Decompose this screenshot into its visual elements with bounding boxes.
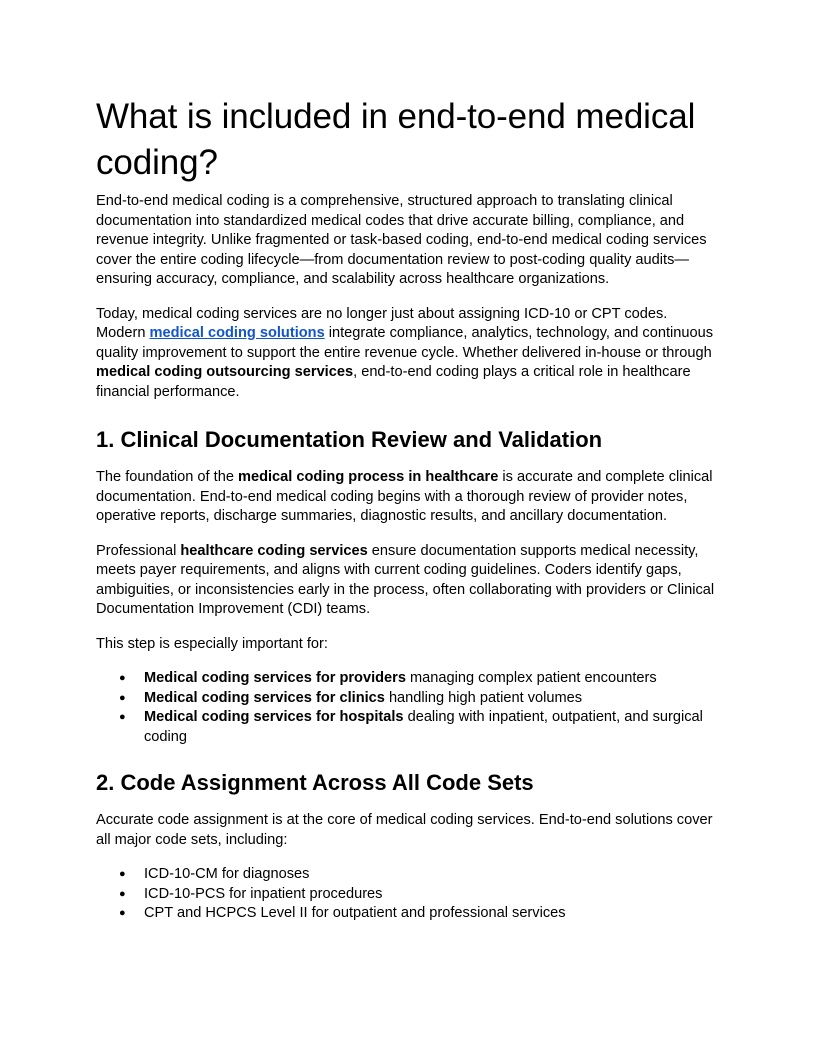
s1p2-text-2: ensure documentation supports medical necessity, meets payer requirements, and aligns with current coding guidelines. Coders identify gaps, ambiguities, or inconsistencies early in the process, often collaborating with providers or Clinical Documentation Improvement (CDI) teams. [96,542,715,617]
section-1-bullet-list [96,669,720,747]
list-item-text: ICD-10-CM for diagnoses [144,866,310,882]
list-item [96,904,720,924]
intro-text-2: integrate compliance, analytics, technology, and continuous quality improvement to support the entire revenue cycle. Whether delivered in-house or through [96,325,714,361]
bullet-icon: ● [119,711,126,723]
bullet-icon: ● [119,868,126,880]
bullet-icon: ● [119,691,126,704]
section-1-paragraph-3: This step is especially important for: [96,635,328,652]
section-2-heading: 2. Code Assignment Across All Code Sets [96,770,534,795]
s1p2-text-1: Professional [96,542,181,559]
list-item-text: handling high patient volumes [384,689,583,706]
list-item-text: ICD-10-PCS for inpatient procedures [144,885,383,902]
bullet-icon: ● [119,887,126,900]
bullet-icon: ● [119,907,126,919]
intro-bold-outsourcing: medical coding outsourcing services [96,364,354,380]
section-1-paragraph-1 [96,468,720,527]
medical-coding-solutions-link[interactable]: medical coding solutions [149,325,325,341]
section-2-paragraph-1: Accurate code assignment is at the core of medical coding services. End-to-end solutions cover all major code sets, including: [96,812,713,848]
intro-text-3: , end-to-end coding plays a critical role in healthcare financial performance. [96,364,691,400]
list-item-text: CPT and HCPCS Level II for outpatient and professional services [144,905,566,921]
list-item [96,708,720,747]
list-item [96,689,720,709]
s1p1-bold: medical coding process in healthcare [238,469,499,485]
list-item [96,669,720,689]
list-item-bold: Medical coding services for clinics [144,689,385,706]
list-item-bold: Medical coding services for hospitals [144,709,404,725]
intro-paragraph-2 [96,305,720,403]
intro-paragraph-1: End-to-end medical coding is a comprehensive, structured approach to translating clinical documentation into standardized medical codes that drive accurate billing, compliance, and revenue integrity. Unlike fragmented or task-based coding, end-to-end medical coding services cover the entire coding lifecycle—from documentation review to post-coding quality audits—ensuring accuracy, compliance, and scalability across healthcare organizations. [96,193,707,287]
page-title: What is included in end-to-end medical coding? [96,97,696,182]
section-2-bullet-list [96,865,720,924]
list-item [96,885,720,905]
list-item-bold: Medical coding services for providers [144,670,406,686]
list-item-text: dealing with inpatient, outpatient, and surgical coding [144,709,703,745]
list-item [96,865,720,885]
s1p1-text-1: The foundation of the [96,469,238,485]
list-item-text: managing complex patient encounters [405,670,657,686]
s1p2-bold: healthcare coding services [180,542,368,559]
section-1-heading: 1. Clinical Documentation Review and Validation [96,427,603,452]
bullet-icon: ● [119,672,126,684]
s1p1-text-2: is accurate and complete clinical documentation. End-to-end medical coding begins with a thorough review of provider notes, operative reports, discharge summaries, diagnostic results, and ancillary documentation. [96,469,713,524]
intro-text-1: Today, medical coding services are no longer just about assigning ICD-10 or CPT codes. Modern [96,305,668,341]
section-1-paragraph-2 [96,542,720,620]
